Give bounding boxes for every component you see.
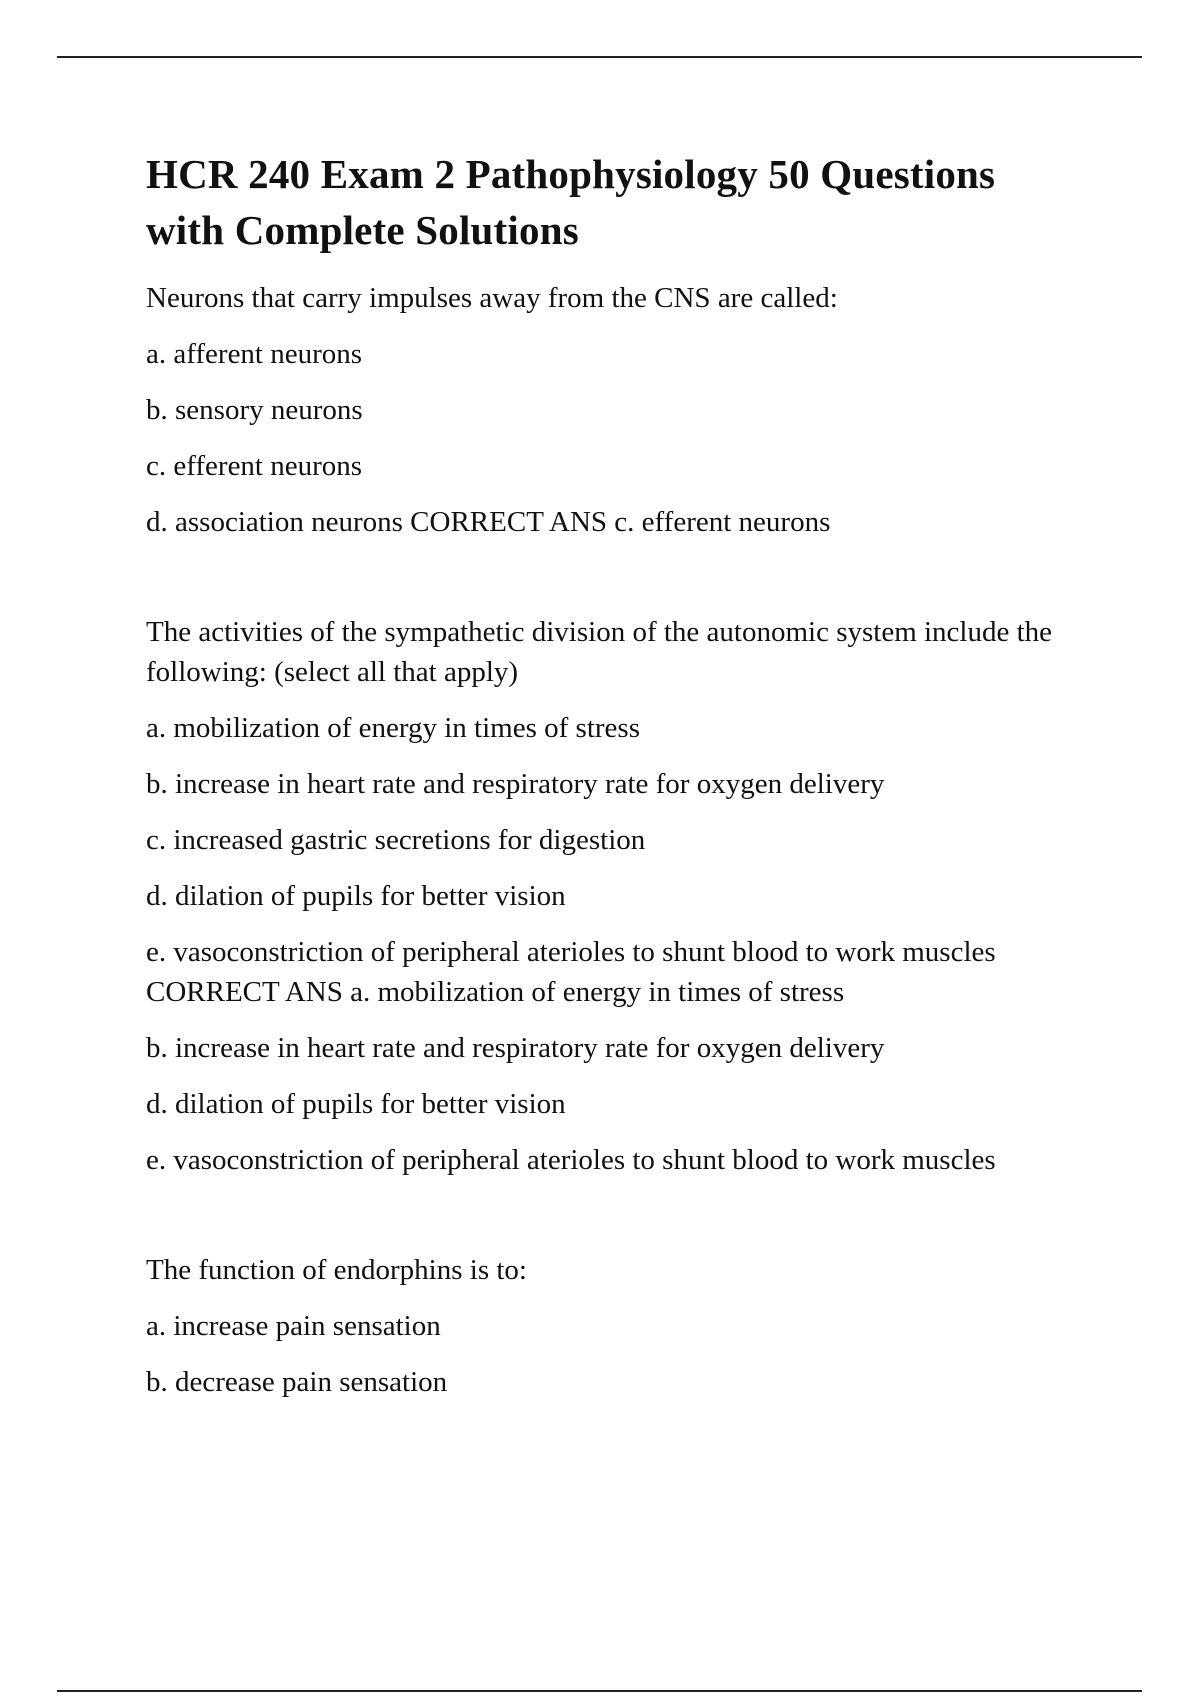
question-spacer [146, 558, 1076, 612]
question-2-prompt: The activities of the sympathetic division of the autonomic system include the following: (select all that apply) [146, 616, 1053, 688]
question-1-prompt: Neurons that carry impulses away from the CNS are called: [146, 282, 838, 314]
question-1-option-b: b. sensory neurons [146, 394, 363, 426]
question-2-option-b: b. increase in heart rate and respiratory rate for oxygen delivery [146, 768, 885, 800]
top-rule [57, 56, 1142, 58]
document-title: HCR 240 Exam 2 Pathophysiology 50 Questions with Complete Solutions [146, 151, 996, 253]
document-body [146, 146, 1076, 1418]
question-3-prompt: The function of endorphins is to: [146, 1254, 527, 1286]
question-3-option-b: b. decrease pain sensation [146, 1366, 448, 1398]
question-1-option-a: a. afferent neurons [146, 338, 363, 370]
question-1-option-c: c. efferent neurons [146, 450, 363, 482]
question-spacer [146, 1196, 1076, 1250]
bottom-rule [57, 1690, 1142, 1692]
question-2-answer-b: b. increase in heart rate and respiratory rate for oxygen delivery [146, 1032, 885, 1064]
question-3-option-a: a. increase pain sensation [146, 1310, 441, 1342]
question-3 [146, 1250, 1076, 1402]
question-1 [146, 278, 1076, 542]
question-2-answer-d: d. dilation of pupils for better vision [146, 1088, 566, 1120]
question-2-option-e-answer: e. vasoconstriction of peripheral aterioles to shunt blood to work muscles CORRECT ANS a. mobilization of energy in times of stress [146, 936, 996, 1008]
question-2 [146, 612, 1076, 1180]
question-2-option-c: c. increased gastric secretions for digestion [146, 824, 646, 856]
question-2-option-a: a. mobilization of energy in times of stress [146, 712, 640, 744]
question-2-option-d: d. dilation of pupils for better vision [146, 880, 566, 912]
question-2-answer-e: e. vasoconstriction of peripheral aterioles to shunt blood to work muscles [146, 1144, 996, 1176]
question-1-option-d-answer: d. association neurons CORRECT ANS c. efferent neurons [146, 506, 831, 538]
